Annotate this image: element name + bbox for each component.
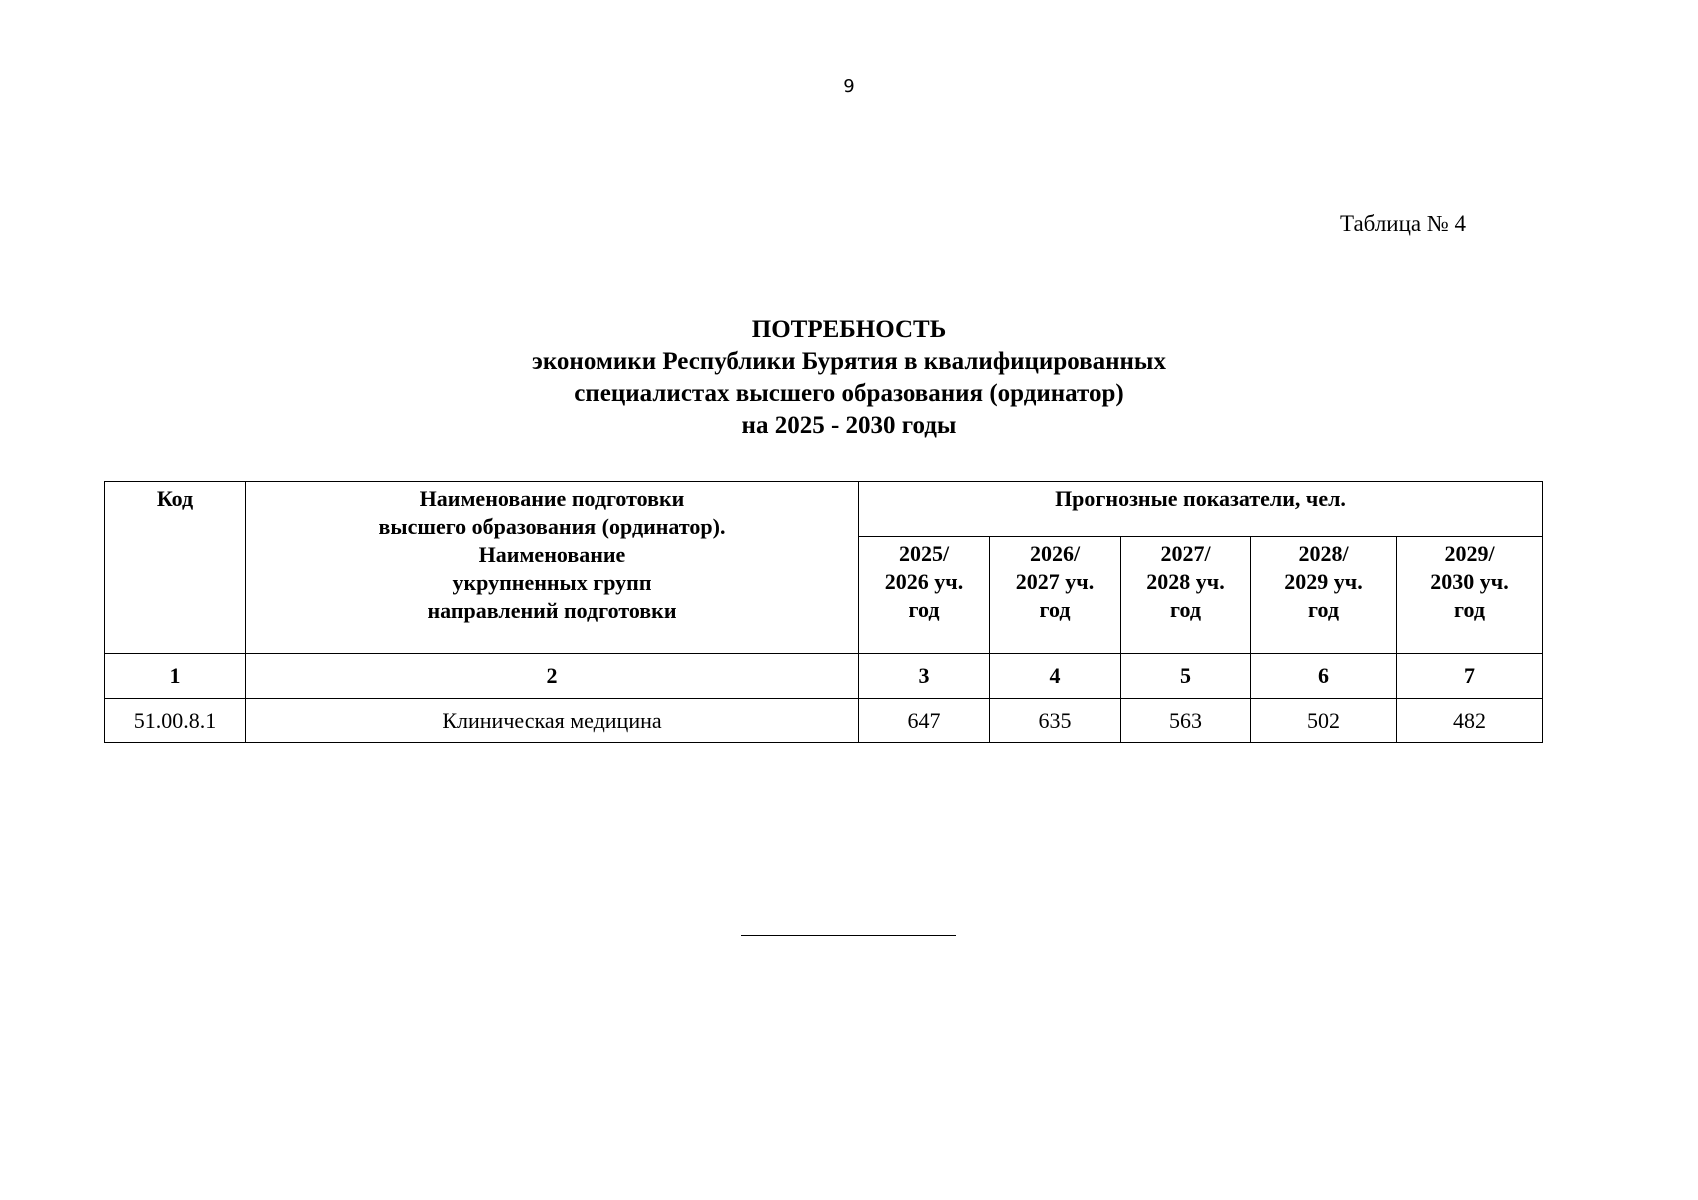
column-number: 4 <box>990 654 1121 699</box>
cell-code: 51.00.8.1 <box>105 699 246 743</box>
cell-value-2028: 502 <box>1251 699 1397 743</box>
forecast-table <box>104 481 1543 743</box>
header-year-2029: 2029/ 2030 уч. год <box>1397 537 1543 654</box>
header-name: Наименование подготовки высшего образования (ординатор). Наименование укрупненных групп направлений подготовки <box>246 482 859 654</box>
header-year-2028: 2028/ 2029 уч. год <box>1251 537 1397 654</box>
cell-name: Клиническая медицина <box>246 699 859 743</box>
title-line-2: экономики Республики Бурятия в квалифицированных <box>532 348 1166 375</box>
column-number: 5 <box>1121 654 1251 699</box>
page-number: 9 <box>843 76 855 97</box>
header-code: Код <box>105 482 246 654</box>
cell-value-2025: 647 <box>859 699 990 743</box>
document-title <box>0 314 1698 442</box>
cell-value-2026: 635 <box>990 699 1121 743</box>
table-label: Таблица № 4 <box>1340 211 1467 236</box>
column-number: 7 <box>1397 654 1543 699</box>
header-year-2025: 2025/ 2026 уч. год <box>859 537 990 654</box>
cell-value-2029: 482 <box>1397 699 1543 743</box>
header-forecast: Прогнозные показатели, чел. <box>859 482 1543 537</box>
cell-value-2027: 563 <box>1121 699 1251 743</box>
table-row <box>105 699 1543 743</box>
title-line-4: на 2025 - 2030 годы <box>741 412 957 439</box>
column-number: 2 <box>246 654 859 699</box>
title-line-3: специалистах высшего образования (ординатор) <box>574 380 1124 407</box>
column-number-row <box>105 654 1543 699</box>
column-number: 6 <box>1251 654 1397 699</box>
header-year-2027: 2027/ 2028 уч. год <box>1121 537 1251 654</box>
header-year-2026: 2026/ 2027 уч. год <box>990 537 1121 654</box>
end-divider-line <box>741 935 956 936</box>
column-number: 1 <box>105 654 246 699</box>
title-line-1: ПОТРЕБНОСТЬ <box>751 316 947 343</box>
column-number: 3 <box>859 654 990 699</box>
